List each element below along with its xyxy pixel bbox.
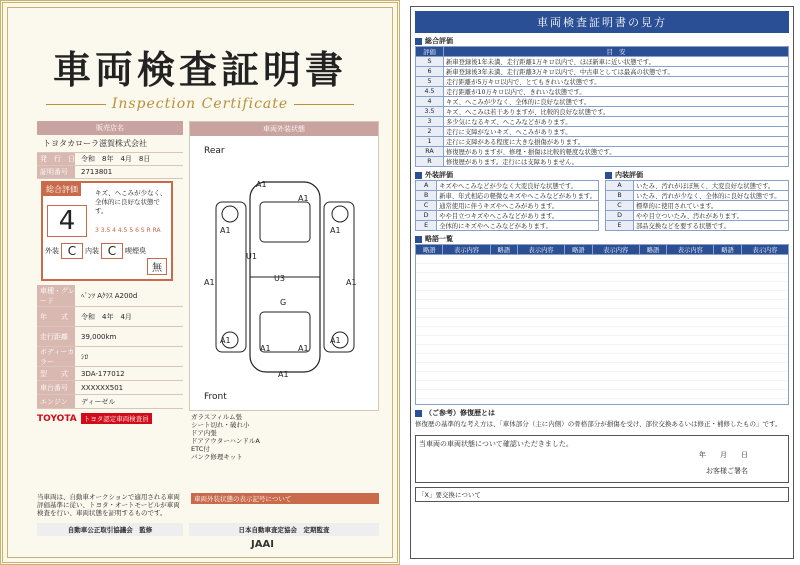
signature-label: お客様ご署名 <box>706 467 748 475</box>
guide-panel <box>410 6 794 559</box>
int-grade: C <box>101 243 123 259</box>
rank-cell: RA <box>416 147 444 157</box>
rank-cell: B <box>606 191 634 201</box>
table-row <box>416 157 789 167</box>
table-row <box>606 191 789 201</box>
rank-cell: A <box>606 181 634 191</box>
score-label: 総合評価 <box>43 183 81 196</box>
legend-title: 車両外装状態の表示記号について <box>191 493 379 504</box>
toyota-logo: TOYOTA <box>37 413 77 424</box>
desc-cell: 通常使用に伴うキズやへこみがあります。 <box>437 201 599 211</box>
rank-cell: B <box>416 191 437 201</box>
rank-cell: 1 <box>416 137 444 147</box>
rank-cell: D <box>606 211 634 221</box>
rank-cell: 3.5 <box>416 107 444 117</box>
desc-cell: 部品交換などを要する状態です。 <box>634 221 789 231</box>
car-diagram-header: 車両外装状態 <box>190 122 378 136</box>
rank-cell: E <box>416 221 437 231</box>
issue-label: 発 行 日 <box>37 153 75 165</box>
table-header: 評価 <box>416 47 444 57</box>
vehicle-row-value: ﾍﾞﾝﾂ Aｸﾗｽ A200d <box>81 291 138 300</box>
equipment-item: ドアアウターハンドルA <box>191 437 260 445</box>
rank-cell: C <box>606 201 634 211</box>
dealer-header: 販売店名 <box>37 121 183 135</box>
rank-cell: 2 <box>416 127 444 137</box>
table-row <box>416 211 599 221</box>
smell-label: 喫煙臭 <box>125 247 146 255</box>
ext-int-row <box>45 243 171 259</box>
equipment-item: ドア内張 <box>191 429 217 437</box>
rank-cell: 5 <box>416 77 444 87</box>
desc-cell: 走行距離が10万キロ以内で、きれいな状態です。 <box>444 87 789 97</box>
grade-scale: 3 3.5 4 4.5 5 6 S R RA <box>95 227 161 234</box>
damage-mark: A1 <box>256 180 267 189</box>
damage-mark: A1 <box>220 336 231 345</box>
jaai-logo: JAAI <box>251 539 274 550</box>
rank-cell: C <box>416 201 437 211</box>
damage-mark: A1 <box>278 370 289 379</box>
rank-cell: 6 <box>416 67 444 77</box>
table-header: 表示内容 <box>592 245 639 255</box>
table-header: 略語 <box>639 245 666 255</box>
damage-mark: A1 <box>204 278 215 287</box>
table-row <box>606 221 789 231</box>
overall-table <box>415 46 789 167</box>
rank-cell: A <box>416 181 437 191</box>
footer-right: 日本自動車査定協会 定期監査 <box>189 523 379 536</box>
damage-mark: A1 <box>260 344 271 353</box>
section-exterior: 外装評価 <box>415 170 599 180</box>
equipment-item: シート切れ・破れ小 <box>191 421 250 429</box>
vehicle-row-label: ボディーカラー <box>37 347 75 366</box>
table-row <box>416 97 789 107</box>
desc-cell: 走行に支障がないキズ、へこみがあります。 <box>444 127 789 137</box>
table-row <box>416 191 599 201</box>
table-row <box>416 77 789 87</box>
desc-cell: いたみ、汚れが少なく、全体的に良好な状態です。 <box>634 191 789 201</box>
x-note: 「X」要交換について <box>415 487 789 502</box>
serial-number: 2713801 <box>81 168 113 176</box>
car-diagram <box>189 121 379 411</box>
vehicle-info-table <box>37 285 183 424</box>
desc-cell: キズ、へこみが少なく、全体的に良好な状態です。 <box>444 97 789 107</box>
score-description: キズ、へこみが少なく、全体的に良好な状態です。 <box>95 189 167 215</box>
section-interior: 内装評価 <box>605 170 789 180</box>
table-header: 表示内容 <box>741 245 788 255</box>
table-row <box>416 147 789 157</box>
footer-left: 自動車公正取引協議会 監修 <box>37 523 183 536</box>
section-overall: 総合評価 <box>415 36 789 46</box>
desc-cell: キズ、へこみは若干ありますが、比較的良好な状態です。 <box>444 107 789 117</box>
ext-grade: C <box>61 243 83 259</box>
smell-value: 無 <box>147 258 167 275</box>
table-row <box>606 181 789 191</box>
rank-cell: D <box>416 211 437 221</box>
table-row <box>606 211 789 221</box>
damage-mark: U1 <box>246 252 257 261</box>
desc-cell: 走行に支障がある程度に大きな損傷があります。 <box>444 137 789 147</box>
table-header: 目 安 <box>444 47 789 57</box>
vehicle-row-value: ディーゼル <box>81 397 116 406</box>
table-row <box>416 117 789 127</box>
rank-cell: 3 <box>416 117 444 127</box>
damage-mark: U3 <box>274 274 285 283</box>
table-header: 略語 <box>490 245 517 255</box>
rank-cell: E <box>606 221 634 231</box>
vehicle-row-label: 年 式 <box>37 307 75 326</box>
vehicle-row-label: 走行距離 <box>37 327 75 346</box>
equipment-list <box>191 413 379 461</box>
desc-cell: 新車登録後3年未満、走行距離3万キロ以内で、中古車としては最高の状態です。 <box>444 67 789 77</box>
ext-label: 外装 <box>45 247 59 255</box>
vehicle-row-value: 3DA-177012 <box>81 369 125 378</box>
desc-cell: キズやへこみなどが少なく大変良好な状態です。 <box>437 181 599 191</box>
desc-cell: 走行距離が5万キロ以内で、とてもきれいな状態です。 <box>444 77 789 87</box>
abbreviation-table <box>415 244 789 255</box>
table-row <box>606 201 789 211</box>
equipment-item: ETC付 <box>191 445 210 453</box>
table-row <box>416 221 599 231</box>
overall-score-box <box>41 181 173 281</box>
interior-table <box>605 180 789 231</box>
vehicle-row-value: ｼﾛ <box>81 352 88 361</box>
damage-mark: A1 <box>346 278 357 287</box>
table-row <box>416 181 599 191</box>
dealer-block <box>37 121 183 179</box>
table-row <box>416 201 599 211</box>
rank-cell: 4 <box>416 97 444 107</box>
int-label: 内装 <box>85 247 99 255</box>
vehicle-row-label: 車台番号 <box>37 381 75 394</box>
table-row <box>416 67 789 77</box>
desc-cell: やや目立ついたみ、汚れがあります。 <box>634 211 789 221</box>
table-row <box>416 127 789 137</box>
certificate-title: 車両検査証明書 <box>52 47 347 92</box>
certificate-note: 当車両は、自動車オークションで適用される車両評価基準に従い、トヨタ・オートモービルが車両検査を行い、車両状態を証明するものです。 <box>37 493 180 517</box>
guide-title: 車両検査証明書の見方 <box>415 11 789 33</box>
certificate-subtitle: Inspection Certificate <box>9 96 391 112</box>
rank-cell: S <box>416 57 444 67</box>
desc-cell: いたみ、汚れがほぼ無く、大変良好な状態です。 <box>634 181 789 191</box>
equipment-item: バンク修理キット <box>191 453 243 461</box>
serial-label: 証明番号 <box>37 166 75 178</box>
table-header: 略語 <box>714 245 741 255</box>
confirm-text: 当車両の車両状態について確認いただきました。 <box>419 440 573 448</box>
dealer-name: トヨタカローラ滋賀株式会社 <box>37 135 183 153</box>
section-abbreviations: 略語一覧 <box>415 234 789 244</box>
vehicle-row-label: 型 式 <box>37 367 75 380</box>
repair-text: 修復歴の基準的な考え方は、「車体部分（主に内側）の骨格部分が損傷を受け、部位交換あるいは修正・補修したもの」です。 <box>415 420 782 428</box>
table-row <box>416 137 789 147</box>
issue-date: 令和 8年 4月 8日 <box>81 155 151 163</box>
table-header: 表示内容 <box>667 245 714 255</box>
damage-mark: A1 <box>220 226 231 235</box>
desc-cell: やや目立つキズやへこみなどがあります。 <box>437 211 599 221</box>
score-value: 4 <box>47 205 87 237</box>
exterior-table <box>415 180 599 231</box>
desc-cell: 標準的に使用されています。 <box>634 201 789 211</box>
equipment-item: ガラスフィルム張 <box>191 413 243 421</box>
table-header: 略語 <box>565 245 592 255</box>
rank-cell: 4.5 <box>416 87 444 97</box>
desc-cell: 修復歴がありますが、修理・損傷は比較的軽度な状態です。 <box>444 147 789 157</box>
table-header: 表示内容 <box>443 245 490 255</box>
damage-mark: A1 <box>330 226 341 235</box>
table-row <box>416 107 789 117</box>
table-row <box>416 87 789 97</box>
rear-label: Rear <box>204 146 225 156</box>
damage-mark: A1 <box>298 194 309 203</box>
desc-cell: 新車、年式相応の軽微なキズやへこみなどがあります。 <box>437 191 599 201</box>
desc-cell: 多少気になるキズ、へこみなどがあります。 <box>444 117 789 127</box>
vehicle-row-label: エンジン <box>37 395 75 408</box>
vehicle-row-value: 39,000km <box>81 332 117 341</box>
desc-cell: 新車登録後1年未満、走行距離1万キロ以内で、ほぼ新車に近い状態です。 <box>444 57 789 67</box>
vehicle-row-value: 令和 4年 4月 <box>81 312 132 321</box>
damage-mark: A1 <box>330 336 341 345</box>
date-row: 年 月 日 <box>699 451 748 459</box>
desc-cell: 修復歴があります。走行には支障ありません。 <box>444 157 789 167</box>
damage-mark: G <box>280 298 287 307</box>
confirmation-box <box>415 435 789 483</box>
table-row <box>416 57 789 67</box>
table-header: 略語 <box>416 245 443 255</box>
desc-cell: 全体的にキズやへこみなどがあります。 <box>437 221 599 231</box>
section-repair: （ご参考）修復歴とは <box>415 408 789 418</box>
vehicle-row-label: 車種・グレード <box>37 285 75 306</box>
abbreviation-body <box>415 255 789 405</box>
front-label: Front <box>204 392 227 402</box>
table-header: 表示内容 <box>518 245 565 255</box>
damage-mark: A1 <box>298 344 309 353</box>
vehicle-row-value: XXXXXX501 <box>81 383 124 392</box>
inspector-badge: トヨタ認定車両検査員 <box>81 413 152 424</box>
rank-cell: R <box>416 157 444 167</box>
